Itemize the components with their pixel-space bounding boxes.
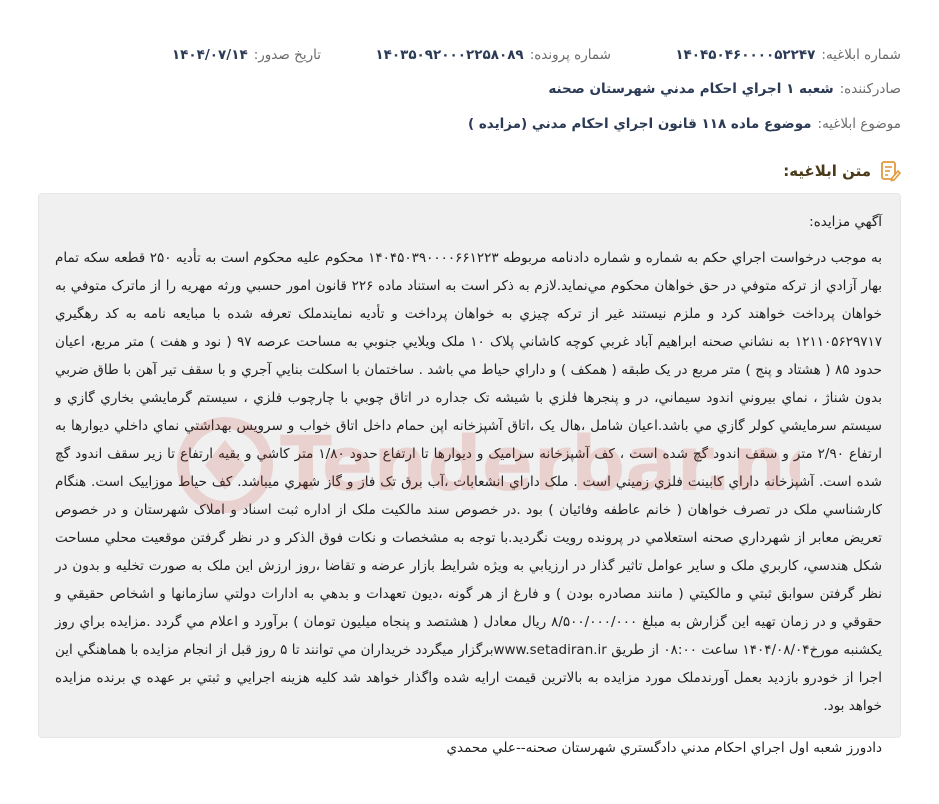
case-number-field — [375, 45, 611, 65]
issue-date-field — [172, 45, 321, 65]
notice-number-label: شماره ابلاغيه: — [821, 47, 901, 63]
case-number-label: شماره پرونده: — [529, 47, 611, 63]
document-edit-icon — [879, 160, 901, 182]
subject-value: موضوع ماده ۱۱۸ قانون اجراي احکام مدني (مزايده ) — [467, 116, 812, 132]
issue-date-label: تاريخ صدور: — [253, 47, 321, 63]
notice-signature: دادورز شعبه اول اجراي احکام مدني دادگستري شهرستان صحنه--علي محمدي — [446, 740, 882, 756]
subject-row — [30, 114, 901, 134]
auction-heading: آگهي مزايده: — [809, 214, 882, 230]
notice-number-value: ۱۴۰۴۵۰۴۶۰۰۰۰۵۲۲۴۷ — [675, 47, 816, 63]
notice-body: به موجب درخواست اجراي حکم به شماره و شماره دادنامه مربوطه ۱۴۰۴۵۰۳۹۰۰۰۰۶۶۱۲۲۳ محکوم عليه محکوم است به تأديه ۲۵۰ قطعه سکه تمام بهار آزادي از ترکه متوفي در حق خواهان محکوم مي‌نمايد.لازم به ذکر است به استناد ماده ۲۲۶ قانون امور حسبي ورثه مهريه را از ماترک متوفي به خواهان پرداخت خواهند کرد و ملزم نيستند غير از ترکه چيزي به خواهان پرداخت و تأديه نمايندملک تعرفه شده با مبايعه نامه به کد رهگيري ۱۲۱۱۰۵۶۲۹۷۱۷ به نشاني صحنه ابراهيم آباد غربي کوچه کاشاني پلاک ۱۰ ملک ويلايي جنوبي به مساحت عرصه ۹۷ ( نود و هفت ) متر مربع، اعيان حدود ۸۵ ( هشتاد و پنج ) متر مربع در يک طبقه ( همکف ) و داراي حياط مي باشد . ساختمان با اسکلت بنايي آجري و با سقف تير آهن با طاق ضربي بدون شناژ ، نماي بيروني اندود سيماني، در و پنجرها فلزي با شيشه تک جداره در اتاق چوبي با چارچوب فلزي ، سيستم گرمايشي بخاري گازي و سيستم سرمايشي کولر گازي مي باشد.اعيان شامل ،هال يک ،اتاق آشپزخانه اپن حمام داخل اتاق خواب و سرويس بهداشتي نماي داخلي ديوارها به ارتفاع ۲/۹۰ متر و سقف اندود گچ شده است ، کف آشپزخانه سراميک و ديوارها تا ارتفاع حدود ۱/۸۰ متر کاشي و بقيه ارتفاع تا زير سقف اندود گچ شده است. آشپزخانه داراي کابينت فلزي زميني است . ملک داراي انشعابات ،آب برق تک فاز و گاز شهري ميباشد. کف حياط موزاييک است. هنگام کارشناسي ملک در تصرف خواهان ( خانم عاطفه وفائيان ) بود .در خصوص سند مالکيت ملک از اداره ثبت اسناد و املاک شهرستان و در خصوص تعريض معابر از شهرداري صحنه استعلامي در پرونده رويت نگرديد.با توجه به مشخصات و نکات فوق الذکر و در نظر گرفتن موقعيت محلي مساحت شکل هندسي، کاربري ملک و ساير عوامل تاثير گذار در ارزيابي به ويژه شرايط بازار عرضه و تقاضا ،روز ارزش اين ملک به صورت تخليه و بدون در نظر گرفتن سوابق ثبتي و مالکيتي ( مانند مصادره بودن ) و فارغ از هر گونه ،ديون تعهدات و بدهي به ادارات دولتي سازمانها و اشخاص حقيقي و حقوقي و در زمان تهيه اين گزارش به مبلغ ۸/۵۰۰/۰۰۰/۰۰۰ ريال معادل ( هشتصد و پنجاه ميليون تومان ) برآورد و اعلام مي گردد .مزايده براي روز يکشنبه مورخ۱۴۰۴/۰۸/۰۴ ساعت ۰۸:۰۰ از طريق www.setadiran.irبرگزار ميگردد خريداران مي توانند تا ۵ روز قبل از انجام مزايده با هماهنگي اين اجرا از خودرو بازديد بعمل آورندملک مورد مزايده به بالاترين قيمت ارايه شده واگذار خواهد شد کليه هزينه اجرايي و ثبتي بر عهده ي برنده مزايده خواهد بود. — [55, 250, 883, 714]
case-number-value: ۱۴۰۳۵۰۹۲۰۰۰۲۲۵۸۰۸۹ — [375, 47, 524, 63]
issue-date-value: ۱۴۰۴/۰۷/۱۴ — [171, 47, 248, 63]
issuer-value: شعبه ۱ اجراي احکام مدني شهرستان صحنه — [548, 81, 834, 97]
section-title: متن ابلاغيه: — [783, 162, 871, 180]
issuer-row — [30, 79, 901, 99]
notice-text-header — [783, 160, 901, 182]
issuer-label: صادرکننده: — [839, 81, 901, 97]
notice-number-field — [675, 45, 901, 65]
notice-body-card — [38, 193, 901, 756]
subject-label: موضوع ابلاغيه: — [817, 116, 901, 132]
